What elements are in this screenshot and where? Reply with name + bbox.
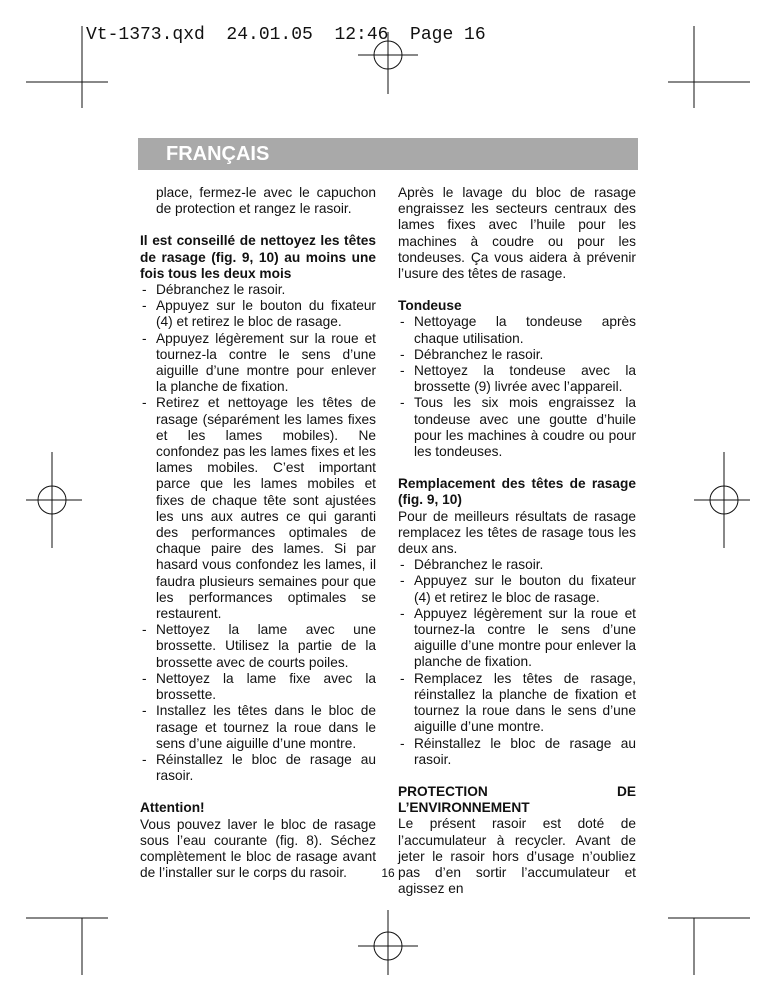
list-item: - Remplacez les têtes de rasage, réinstallez la planche de fixation et tournez la roue dans le sens d’une aiguille d’une montre. <box>398 671 636 736</box>
cleaning-steps-list <box>140 282 376 784</box>
list-item: - Nettoyage la tondeuse après chaque utilisation. <box>398 314 636 346</box>
language-banner <box>138 138 638 170</box>
left-column <box>140 185 376 881</box>
environment-paragraph: Le présent rasoir est doté de l’accumulateur à recycler. Avant de jeter le rasoir hors d’usage n’oubliez pas d’en sortir l’accumulateur et agissez en <box>398 816 636 897</box>
list-item: - Débranchez le rasoir. <box>398 557 636 573</box>
list-item: - Nettoyez la tondeuse avec la brossette (9) livrée avec l’appareil. <box>398 363 636 395</box>
list-item: - Réinstallez le bloc de rasage au rasoir. <box>398 736 636 768</box>
list-item: - Appuyez sur le bouton du fixateur (4) et retirez le bloc de rasage. <box>140 298 376 330</box>
page-number: 16 <box>381 866 395 880</box>
list-item: - Nettoyez la lame fixe avec la brossette. <box>140 671 376 703</box>
print-slug-line: Vt-1373.qxd 24.01.05 12:46 Page 16 <box>86 25 486 45</box>
attention-heading: Attention! <box>140 800 205 816</box>
oiling-paragraph: Après le lavage du bloc de rasage engraissez les secteurs centraux des lames fixes avec l’huile pour les machines à coudre ou pour les tondeuses. Ça vous aidera à prévenir l’usure des têtes de rasage. <box>398 185 636 282</box>
cleaning-heading: Il est conseillé de nettoyez les têtes de rasage (fig. 9, 10) au moins une fois tous les deux mois <box>140 233 376 281</box>
list-item: - Appuyez sur le bouton du fixateur (4) et retirez le bloc de rasage. <box>398 573 636 605</box>
trimmer-heading: Tondeuse <box>398 298 462 314</box>
list-item: - Appuyez légèrement sur la roue et tournez-la contre le sens d’une aiguille d’une montre pour enlever la planche de fixation. <box>398 606 636 671</box>
environment-heading: PROTECTION DE L’ENVIRONNEMENT <box>398 783 636 816</box>
continued-paragraph: place, fermez-le avec le capuchon de protection et rangez le rasoir. <box>156 185 376 217</box>
trimmer-steps-list <box>398 314 636 460</box>
list-item: - Retirez et nettoyage les têtes de rasage (séparément les lames fixes et les lames mobiles). Ne confondez pas les lames fixes et les lames mobiles. C’est important parce que les lames mobiles et fixes de chaque tête sont ajustées les uns aux autres ce qui garanti des performances optimales de chaque paire des lames. Si par hasard vous confondez les lames, il faudra plusieurs semaines pour que les performances optimales se restaurent. <box>140 395 376 622</box>
list-item: - Appuyez légèrement sur la roue et tournez-la contre le sens d’une aiguille d’une montre pour enlever la planche de fixation. <box>140 331 376 396</box>
replacement-steps-list <box>398 557 636 768</box>
list-item: - Débranchez le rasoir. <box>398 347 636 363</box>
list-item: - Nettoyez la lame avec une brossette. Utilisez la partie de la brossette avec de courts poiles. <box>140 622 376 671</box>
list-item: - Tous les six mois engraissez la tondeuse avec une goutte d’huile pour les machines à coudre ou pour les tondeuses. <box>398 395 636 460</box>
list-item: - Installez les têtes dans le bloc de rasage et tournez la roue dans le sens d’une aiguille d’une montre. <box>140 703 376 752</box>
replacement-paragraph: Pour de meilleurs résultats de rasage remplacez les têtes de rasage tous les deux ans. <box>398 508 636 557</box>
registration-mark-right <box>694 452 750 548</box>
attention-paragraph: Vous pouvez laver le bloc de rasage sous l’eau courante (fig. 8). Séchez complètement le bloc de rasage avant de l’installer sur le corps du rasoir. <box>140 816 376 881</box>
list-item: - Débranchez le rasoir. <box>140 282 376 298</box>
right-column <box>398 185 636 897</box>
list-item: - Réinstallez le bloc de rasage au rasoir. <box>140 752 376 784</box>
registration-mark-left <box>26 452 82 548</box>
banner-title: FRANÇAIS <box>166 143 270 165</box>
registration-mark-top <box>358 32 418 94</box>
registration-mark-bottom <box>358 910 418 975</box>
replacement-heading: Remplacement des têtes de rasage (fig. 9, 10) <box>398 476 636 508</box>
